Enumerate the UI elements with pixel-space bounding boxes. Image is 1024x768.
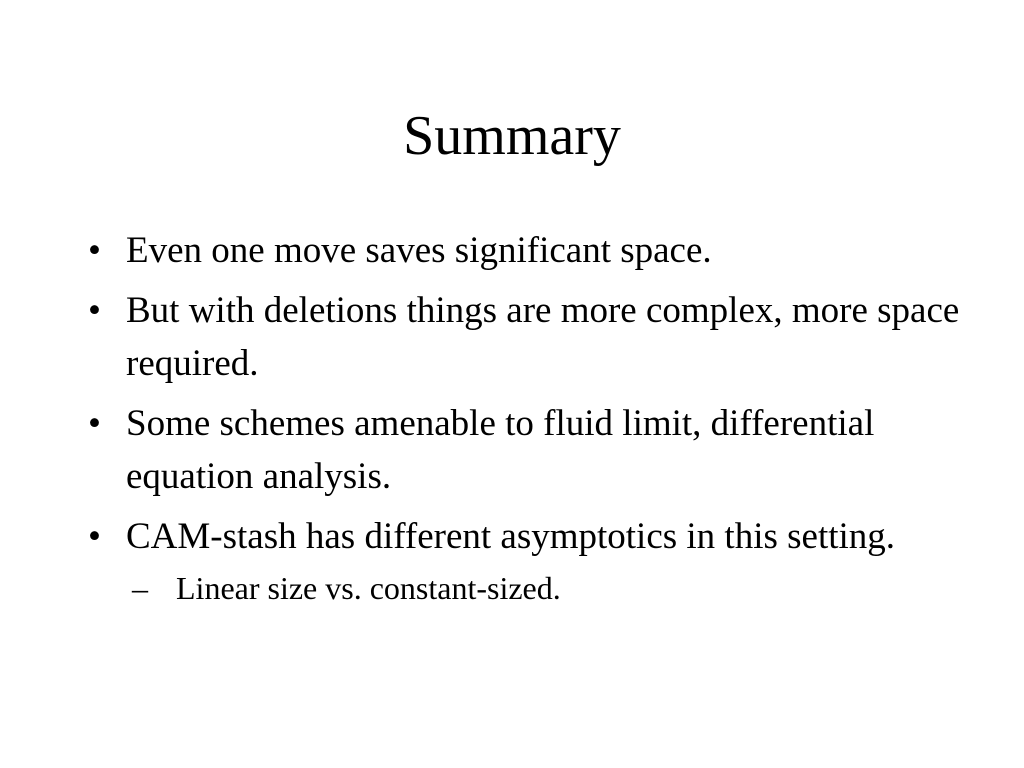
bullet-text: CAM-stash has different asymptotics in this setting. — [126, 516, 896, 557]
bullet-list — [86, 224, 966, 620]
bullet-text: But with deletions things are more complex, more space required. — [126, 290, 960, 384]
bullet-item — [86, 397, 966, 503]
bullet-item — [86, 510, 966, 613]
bullet-text: Even one move saves significant space. — [126, 230, 712, 271]
bullet-marker: • — [88, 290, 101, 331]
bullet-marker: • — [88, 230, 101, 271]
sub-bullet-marker: – — [132, 570, 148, 606]
sub-bullet-item — [132, 563, 966, 613]
sub-bullet-text: Linear size vs. constant-sized. — [176, 570, 561, 606]
bullet-text: Some schemes amenable to fluid limit, differential equation analysis. — [126, 403, 875, 497]
slide-title: Summary — [403, 105, 621, 167]
bullet-item — [86, 224, 966, 277]
bullet-marker: • — [88, 516, 101, 557]
bullet-item — [86, 284, 966, 390]
bullet-marker: • — [88, 403, 101, 444]
sub-bullet-list — [126, 563, 966, 613]
